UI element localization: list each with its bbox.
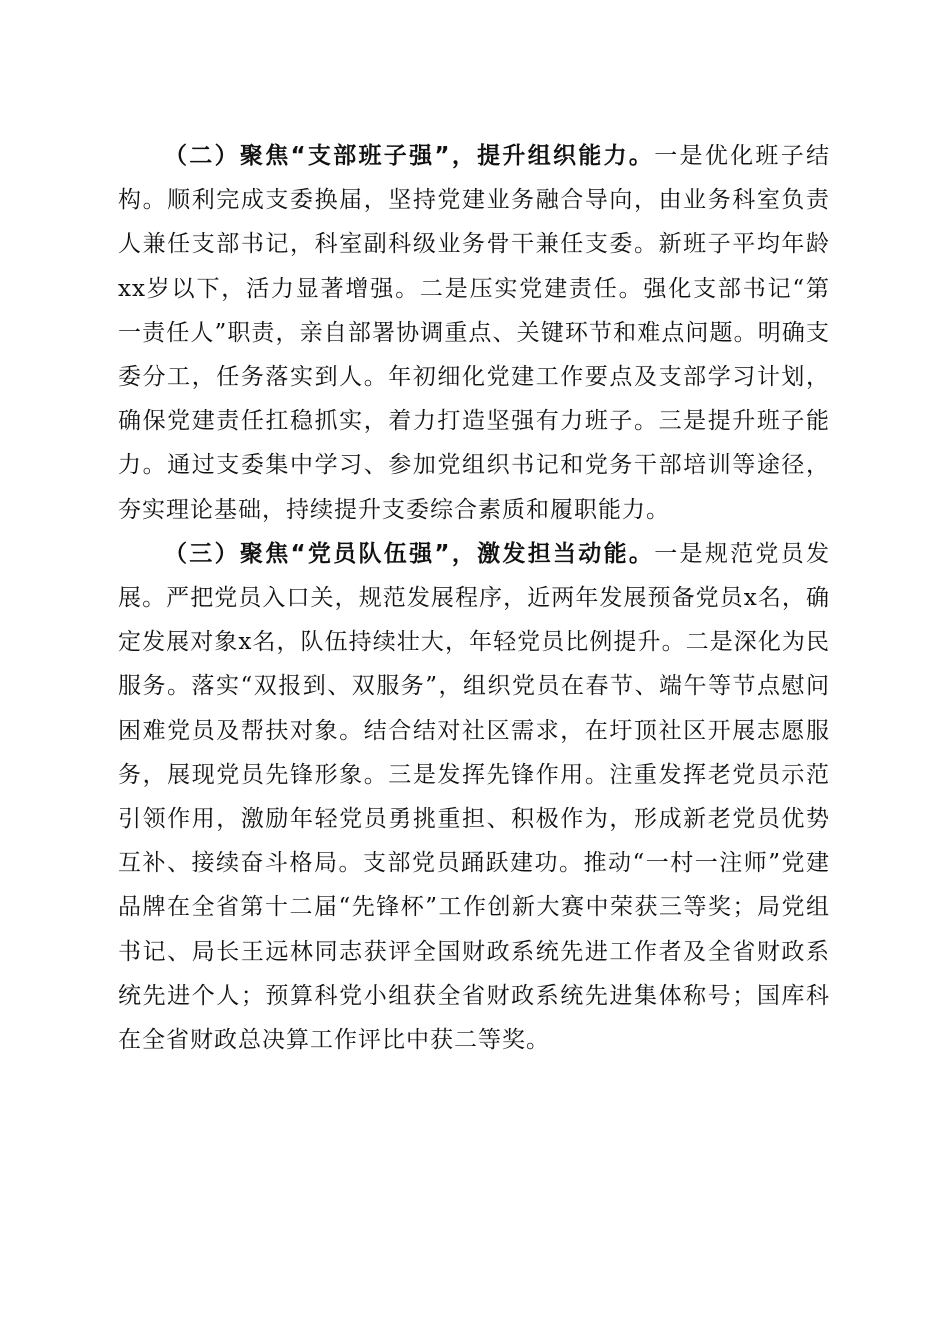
section-heading-three: （三）聚焦“党员队伍强”，激发担当动能。 <box>164 540 655 567</box>
section-body-two: 一是优化班子结构。顺利完成支委换届，坚持党建业务融合导向，由业务科室负责人兼任支部书记，科室副科级业务骨干兼任支委。新班子平均年龄xx岁以下，活力显著增强。二是压实党建责任。强化支部书记“第一责任人”职责，亲自部署协调重点、关键环节和难点问题。明确支委分工，任务落实到人。年初细化党建工作要点及支部学习计划，确保党建责任扛稳抓实，着力打造坚强有力班子。三是提升班子能力。通过支委集中学习、参加党组织书记和党务干部培训等途径，夯实理论基础，持续提升支委综合素质和履职能力。 <box>118 143 831 523</box>
section-body-three: 一是规范党员发展。严把党员入口关，规范发展程序，近两年发展预备党员x名，确定发展对象x名，队伍持续壮大，年轻党员比例提升。二是深化为民服务。落实“双报到、双服务”，组织党员在春节、端午等节点慰问困难党员及帮扶对象。结合结对社区需求，在圩顶社区开展志愿服务，展现党员先锋形象。三是发挥先锋作用。注重发挥老党员示范引领作用，激励年轻党员勇挑重担、积极作为，形成新老党员优势互补、接续奋斗格局。支部党员踊跃建功。推动“一村一注师”党建品牌在全省第十二届“先锋杯”工作创新大赛中荣获三等奖；局党组书记、局长王远林同志获评全国财政系统先进工作者及全省财政系统先进个人；预算科党小组获全省财政系统先进集体称号；国库科在全省财政总决算工作评比中获二等奖。 <box>118 540 831 1054</box>
paragraph-section-three <box>118 532 830 1062</box>
paragraph-section-two <box>118 134 830 532</box>
document-body <box>118 134 830 1062</box>
section-heading-two: （二）聚焦“支部班子强”，提升组织能力。 <box>164 143 655 169</box>
